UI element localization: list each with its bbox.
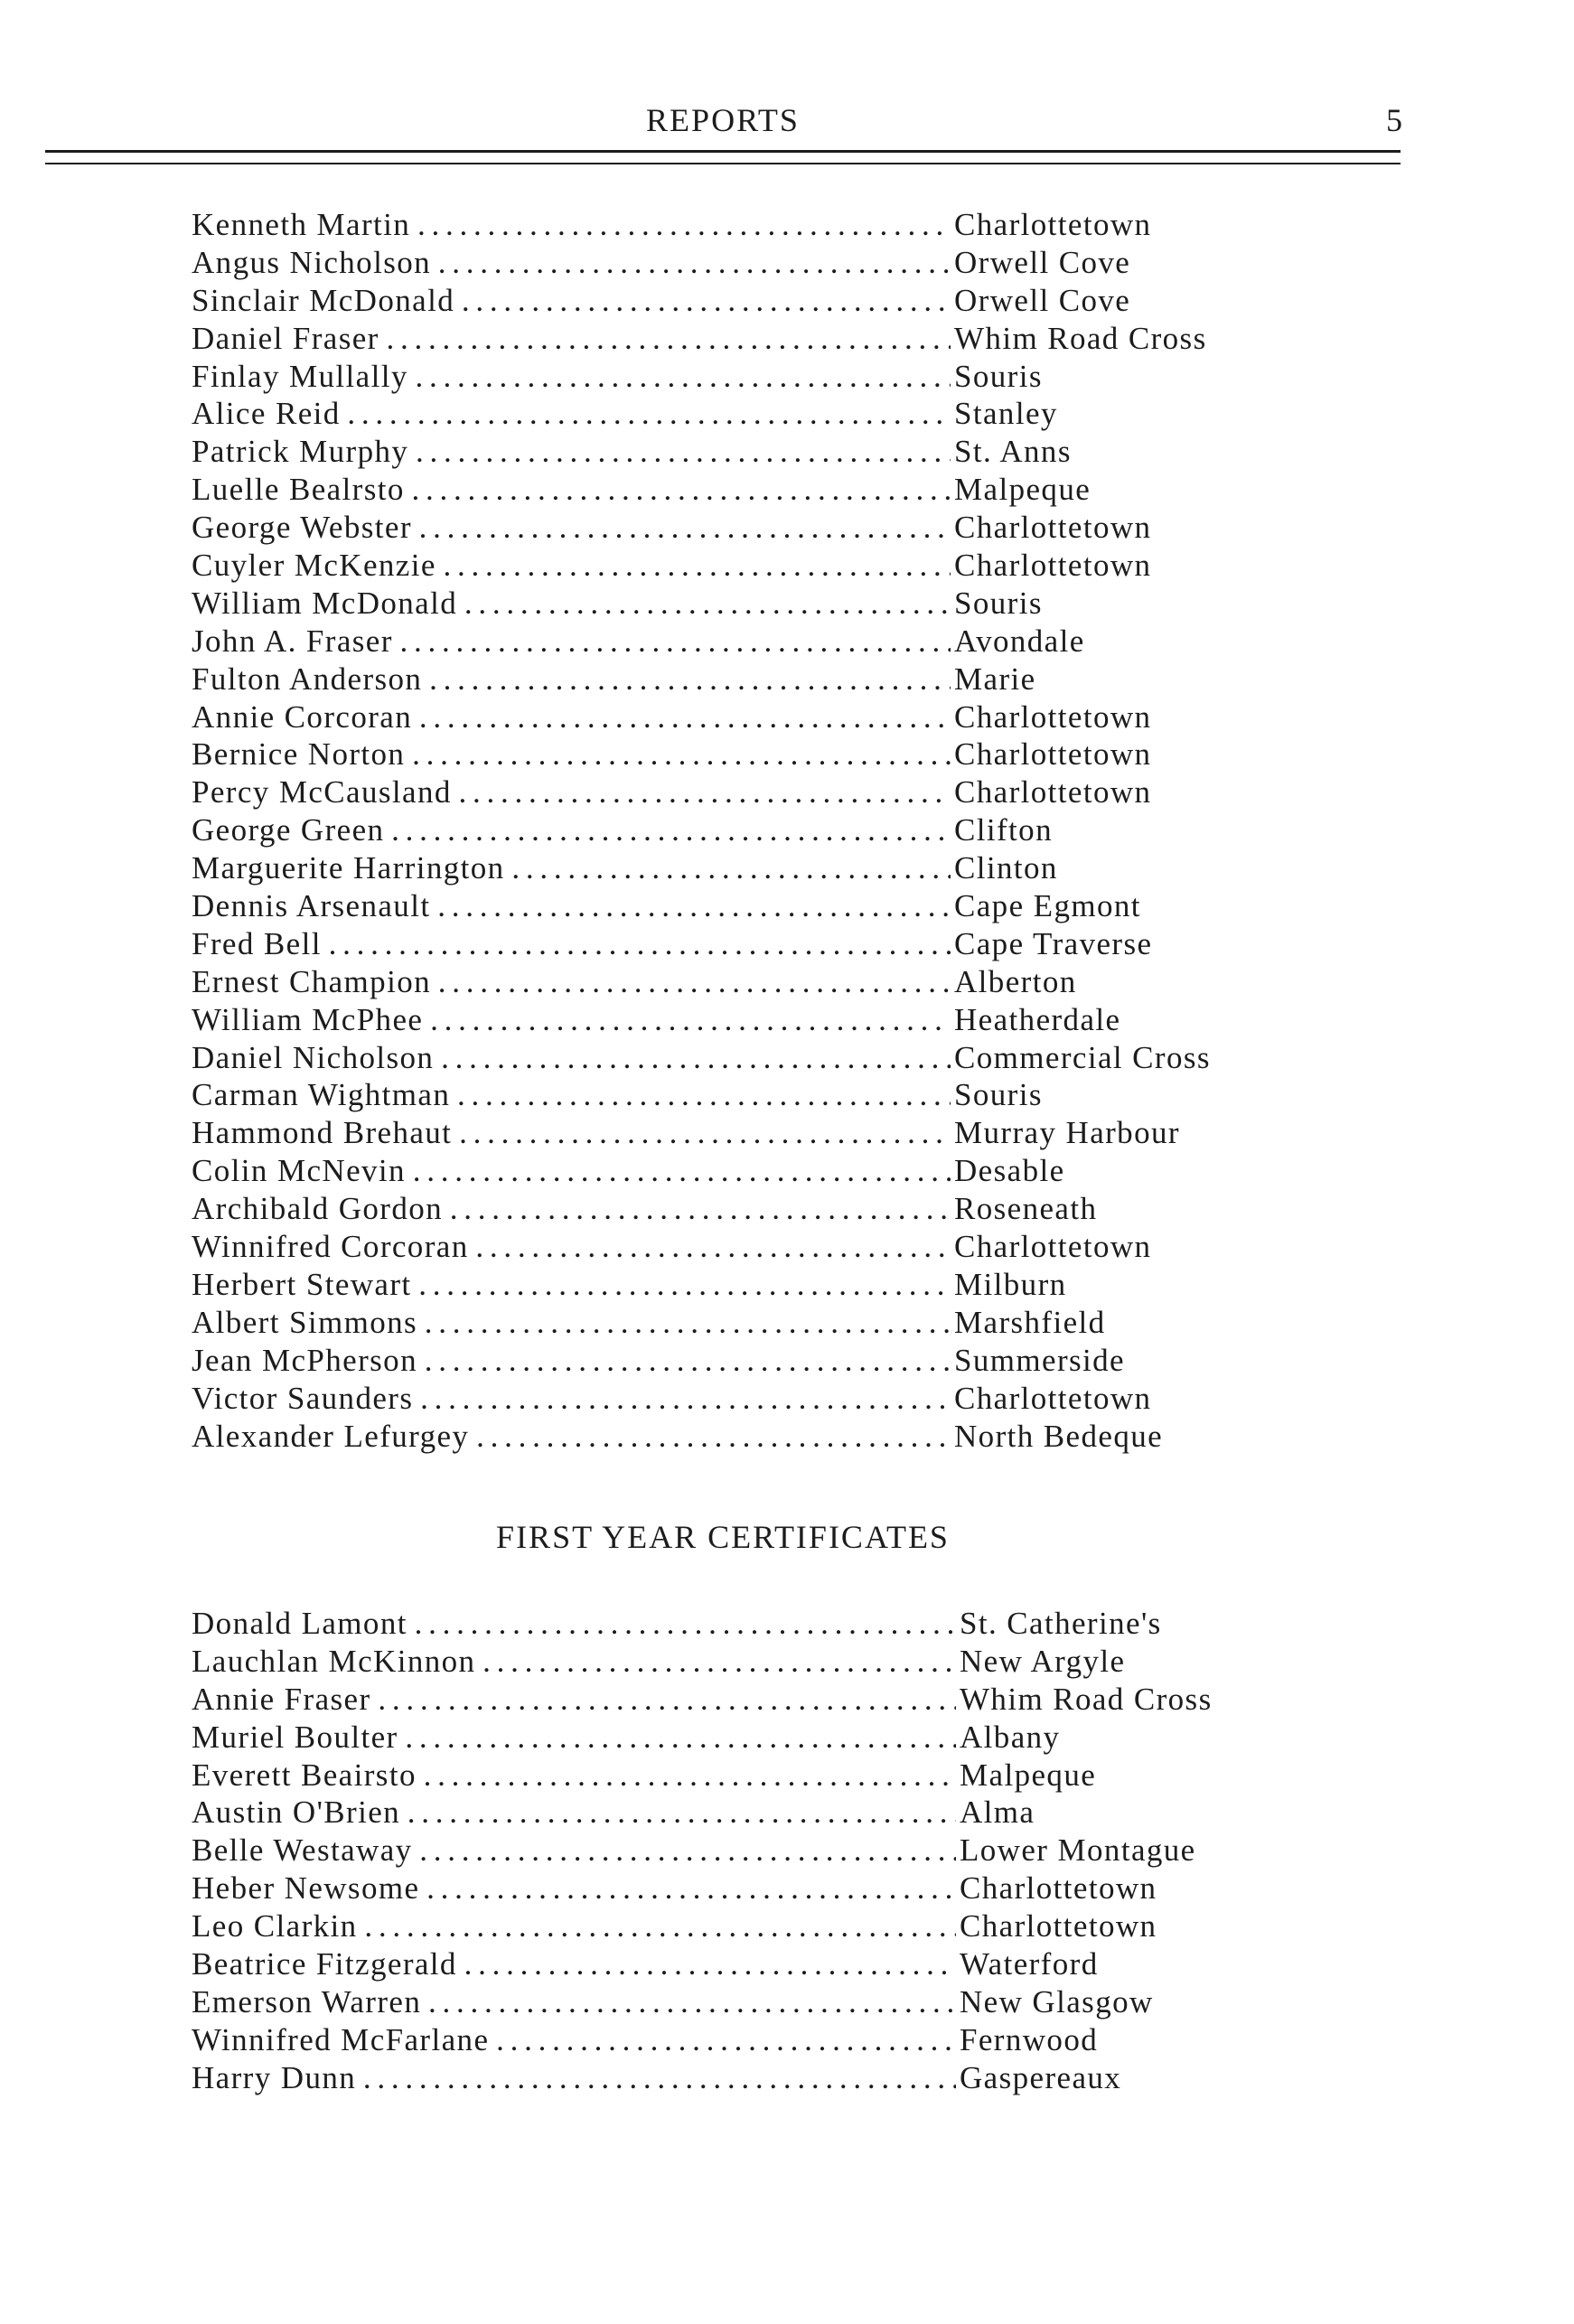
entry-name: Percy McCausland . . . xyxy=(192,773,951,811)
entry-place: Clinton xyxy=(951,849,1058,887)
list-entry xyxy=(192,1380,1276,1418)
list-entry xyxy=(192,509,1276,547)
entry-name: John A. Fraser . . . xyxy=(192,623,951,661)
entry-place: Desable xyxy=(951,1152,1065,1190)
entry-place: New Glasgow xyxy=(956,1983,1154,2021)
list-entry xyxy=(192,773,1276,811)
entry-name: Emerson Warren . . . xyxy=(192,1983,956,2021)
entry-name: Winnifred Corcoran . . . xyxy=(192,1228,951,1266)
list-entry xyxy=(192,1342,1276,1380)
entry-place: Murray Harbour xyxy=(951,1114,1180,1152)
entry-place: Lower Montague xyxy=(956,1832,1196,1870)
list-entry xyxy=(192,1643,1276,1681)
entry-name: Colin McNevin . . . xyxy=(192,1152,951,1190)
entry-name: Everett Beairsto . . . xyxy=(192,1757,956,1795)
list-entry xyxy=(192,1228,1276,1266)
entry-name: Kenneth Martin . . . xyxy=(192,206,951,244)
entry-place: New Argyle xyxy=(956,1643,1125,1681)
entry-place: Charlottetown xyxy=(951,698,1151,736)
entry-name: Luelle Bealrsto . . . xyxy=(192,471,951,509)
entry-place: Gaspereaux xyxy=(956,2059,1121,2097)
graduates-list xyxy=(192,206,1276,1455)
entry-name: Daniel Nicholson . . . xyxy=(192,1039,951,1077)
entry-name: Alexander Lefurgey . . . xyxy=(192,1418,951,1456)
entry-name: Beatrice Fitzgerald . . . xyxy=(192,1945,956,1983)
entry-place: Fernwood xyxy=(956,2021,1098,2059)
entry-place: Charlottetown xyxy=(956,1870,1157,1907)
entry-name: Sinclair McDonald . . . xyxy=(192,282,951,320)
list-entry xyxy=(192,1945,1276,1983)
list-entry xyxy=(192,244,1276,282)
entry-place: Avondale xyxy=(951,623,1085,661)
entry-name: Hammond Brehaut . . . xyxy=(192,1114,951,1152)
entry-name: Leo Clarkin . . . xyxy=(192,1907,956,1945)
entry-place: Charlottetown xyxy=(951,773,1151,811)
entry-name: Cuyler McKenzie . . . xyxy=(192,547,951,585)
entry-place: Stanley xyxy=(951,395,1058,433)
list-entry xyxy=(192,963,1276,1001)
list-entry xyxy=(192,433,1276,471)
entry-place: Marshfield xyxy=(951,1304,1106,1342)
list-entry xyxy=(192,1418,1276,1456)
list-entry xyxy=(192,282,1276,320)
page-header xyxy=(45,90,1401,145)
list-entry xyxy=(192,585,1276,623)
list-entry xyxy=(192,1681,1276,1719)
entry-name: Annie Fraser . . . xyxy=(192,1681,956,1719)
list-entry xyxy=(192,811,1276,849)
entry-place: Charlottetown xyxy=(951,1380,1151,1418)
entry-place: Waterford xyxy=(956,1945,1099,1983)
entry-place: Malpeque xyxy=(956,1757,1096,1795)
entry-place: Summerside xyxy=(951,1342,1125,1380)
entry-name: Fred Bell . . . xyxy=(192,925,951,963)
entry-name: William McPhee . . . xyxy=(192,1001,951,1039)
entry-name: Victor Saunders . . . xyxy=(192,1380,951,1418)
entry-place: Roseneath xyxy=(951,1190,1097,1228)
entry-name: Annie Corcoran . . . xyxy=(192,698,951,736)
entry-place: Orwell Cove xyxy=(951,282,1130,320)
entry-name: Donald Lamont . . . xyxy=(192,1605,956,1643)
entry-place: Marie xyxy=(951,661,1036,698)
entry-name: George Green . . . xyxy=(192,811,951,849)
entry-place: Charlottetown xyxy=(956,1907,1157,1945)
entry-name: Winnifred McFarlane . . . xyxy=(192,2021,956,2059)
entry-name: Fulton Anderson . . . xyxy=(192,661,951,698)
entry-name: Archibald Gordon . . . xyxy=(192,1190,951,1228)
list-entry xyxy=(192,1114,1276,1152)
entry-place: North Bedeque xyxy=(951,1418,1163,1456)
entry-name: Herbert Stewart . . . xyxy=(192,1266,951,1304)
list-entry xyxy=(192,1870,1276,1907)
list-entry xyxy=(192,358,1276,396)
entry-place: Commercial Cross xyxy=(951,1039,1211,1077)
entry-place: Charlottetown xyxy=(951,1228,1151,1266)
entry-place: St. Anns xyxy=(951,433,1072,471)
entry-name: Belle Westaway . . . xyxy=(192,1832,956,1870)
first-year-certificates-list xyxy=(192,1605,1276,2097)
entry-place: Milburn xyxy=(951,1266,1067,1304)
list-entry xyxy=(192,1266,1276,1304)
list-entry xyxy=(192,925,1276,963)
entry-name: Heber Newsome . . . xyxy=(192,1870,956,1907)
list-entry xyxy=(192,1076,1276,1114)
entry-place: Charlottetown xyxy=(951,736,1151,773)
entry-place: Malpeque xyxy=(951,471,1091,509)
list-entry xyxy=(192,1152,1276,1190)
entry-name: Dennis Arsenault . . . xyxy=(192,887,951,925)
list-entry xyxy=(192,623,1276,661)
list-entry xyxy=(192,320,1276,358)
header-rule-thick xyxy=(45,150,1401,153)
entry-name: Muriel Boulter . . . xyxy=(192,1719,956,1757)
entry-place: Charlottetown xyxy=(951,206,1151,244)
entry-place: Charlottetown xyxy=(951,509,1151,547)
list-entry xyxy=(192,1907,1276,1945)
entry-place: Heatherdale xyxy=(951,1001,1120,1039)
entry-place: Souris xyxy=(951,1076,1043,1114)
list-entry xyxy=(192,2021,1276,2059)
entry-place: St. Catherine's xyxy=(956,1605,1162,1643)
entry-place: Albany xyxy=(956,1719,1060,1757)
entry-name: Patrick Murphy . . . xyxy=(192,433,951,471)
list-entry xyxy=(192,395,1276,433)
section-heading-first-year: FIRST YEAR CERTIFICATES xyxy=(496,1519,950,1555)
entry-place: Charlottetown xyxy=(951,547,1151,585)
entry-place: Orwell Cove xyxy=(951,244,1130,282)
list-entry xyxy=(192,1832,1276,1870)
list-entry xyxy=(192,1794,1276,1832)
entry-name: Austin O'Brien . . . xyxy=(192,1794,956,1832)
list-entry xyxy=(192,661,1276,698)
entry-name: Jean McPherson . . . xyxy=(192,1342,951,1380)
entry-place: Whim Road Cross xyxy=(951,320,1207,358)
list-entry xyxy=(192,736,1276,773)
entry-place: Alma xyxy=(956,1794,1035,1832)
list-entry xyxy=(192,2059,1276,2097)
entry-name: Angus Nicholson . . . xyxy=(192,244,951,282)
list-entry xyxy=(192,547,1276,585)
entry-name: Ernest Champion . . . xyxy=(192,963,951,1001)
entry-name: Alice Reid . . . xyxy=(192,395,951,433)
entry-place: Cape Traverse xyxy=(951,925,1152,963)
entry-name: William McDonald . . . xyxy=(192,585,951,623)
entry-place: Souris xyxy=(951,358,1043,396)
header-rule-thin xyxy=(45,163,1401,164)
list-entry xyxy=(192,206,1276,244)
list-entry xyxy=(192,1304,1276,1342)
entry-name: Harry Dunn . . . xyxy=(192,2059,956,2097)
entry-name: Bernice Norton . . . xyxy=(192,736,951,773)
entry-name: George Webster . . . xyxy=(192,509,951,547)
list-entry xyxy=(192,1039,1276,1077)
entry-place: Souris xyxy=(951,585,1043,623)
entry-place: Cape Egmont xyxy=(951,887,1141,925)
entry-name: Finlay Mullally . . . xyxy=(192,358,951,396)
list-entry xyxy=(192,849,1276,887)
entry-name: Marguerite Harrington . . . xyxy=(192,849,951,887)
list-entry xyxy=(192,1757,1276,1795)
list-entry xyxy=(192,1983,1276,2021)
list-entry xyxy=(192,471,1276,509)
entry-name: Daniel Fraser . . . xyxy=(192,320,951,358)
list-entry xyxy=(192,1605,1276,1643)
list-entry xyxy=(192,887,1276,925)
page-number: 5 xyxy=(1386,102,1402,138)
entry-name: Lauchlan McKinnon . . . xyxy=(192,1643,956,1681)
list-entry xyxy=(192,1719,1276,1757)
list-entry xyxy=(192,1190,1276,1228)
list-entry xyxy=(192,1001,1276,1039)
entry-place: Alberton xyxy=(951,963,1077,1001)
running-head-title: REPORTS xyxy=(646,102,800,138)
entry-place: Whim Road Cross xyxy=(956,1681,1213,1719)
entry-place: Clifton xyxy=(951,811,1053,849)
entry-name: Albert Simmons . . . xyxy=(192,1304,951,1342)
entry-name: Carman Wightman . . . xyxy=(192,1076,951,1114)
list-entry xyxy=(192,698,1276,736)
